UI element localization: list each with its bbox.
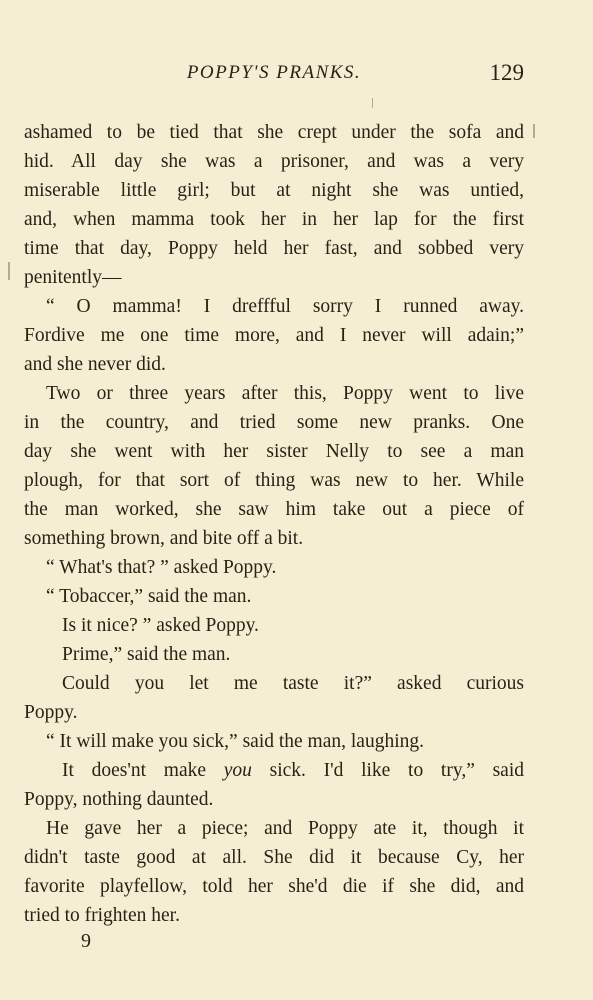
text-fragment: sick. I'd like to try,” said	[251, 760, 524, 781]
text-line: the man worked, she saw him take out a piece of	[24, 499, 524, 520]
page-number: 129	[489, 60, 524, 85]
text-line: Is it nice? ” asked Poppy.	[62, 615, 259, 636]
text-line: and, when mamma took her in her lap for the first	[24, 209, 524, 230]
text-line: Poppy.	[24, 702, 78, 723]
text-line: “ It will make you sick,” said the man, laughing.	[46, 731, 424, 752]
text-line: hid. All day she was a prisoner, and was a very	[24, 151, 524, 172]
text-line: Fordive me one time more, and I never will adain;”	[24, 325, 524, 346]
text-line: something brown, and bite off a bit.	[24, 528, 304, 549]
text-line-with-emphasis	[24, 756, 524, 785]
body-text	[24, 118, 524, 930]
emphasis-word: you	[223, 760, 252, 781]
text-line: Prime,” said the man.	[62, 644, 231, 665]
text-line: “ Tobaccer,” said the man.	[46, 586, 252, 607]
text-line: He gave her a piece; and Poppy ate it, though it	[46, 818, 524, 839]
text-line: Two or three years after this, Poppy went to live	[46, 383, 524, 404]
text-line: and she never did.	[24, 354, 166, 375]
text-line: “ What's that? ” asked Poppy.	[46, 557, 277, 578]
text-line: favorite playfellow, told her she'd die if she did, and	[24, 876, 524, 897]
page-header	[24, 62, 524, 94]
signature-mark: 9	[81, 930, 91, 952]
paper-speck	[372, 98, 373, 108]
paper-speck	[8, 262, 10, 280]
text-line: time that day, Poppy held her fast, and sobbed very	[24, 238, 524, 259]
paper-speck	[533, 124, 535, 138]
text-line: ashamed to be tied that she crept under the sofa and	[24, 122, 524, 143]
text-line: in the country, and tried some new pranks. One	[24, 412, 524, 433]
text-line: “ O mamma! I dreffful sorry I runned away.	[46, 296, 524, 317]
text-line: plough, for that sort of thing was new to her. While	[24, 470, 524, 491]
text-line: miserable little girl; but at night she was untied,	[24, 180, 524, 201]
text-line: didn't taste good at all. She did it because Cy, her	[24, 847, 524, 868]
text-fragment: It does'nt make	[62, 760, 224, 781]
text-line: day she went with her sister Nelly to see a man	[24, 441, 524, 462]
text-line: penitently—	[24, 267, 122, 288]
text-line: Could you let me taste it?” asked curious	[62, 673, 524, 694]
text-line: Poppy, nothing daunted.	[24, 789, 214, 810]
text-line: tried to frighten her.	[24, 905, 180, 926]
running-title: POPPY'S PRANKS.	[186, 62, 362, 83]
